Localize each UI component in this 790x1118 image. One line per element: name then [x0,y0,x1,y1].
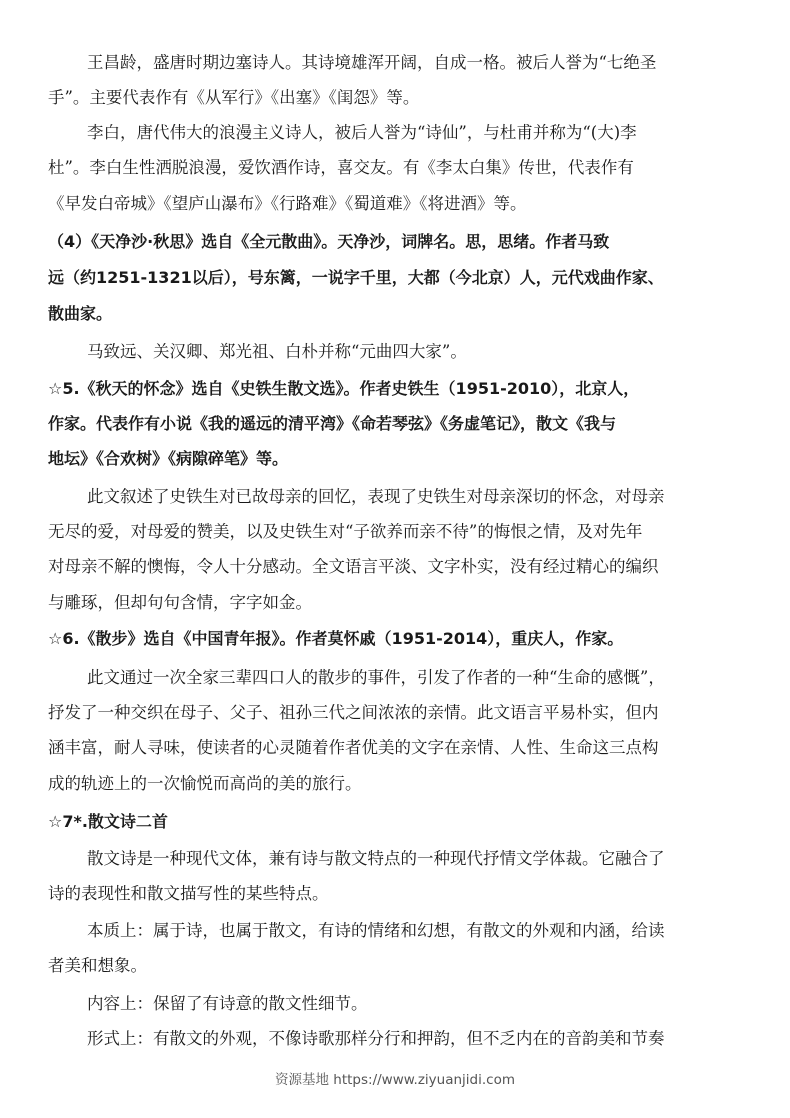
paragraph-line: 无尽的爱，对母爱的赞美，以及史铁生对“子欲养而亲不待”的悔恨之情，及对先年 [48,522,643,541]
paragraph-line: 《早发白帝城》《望庐山瀑布》《行路难》《蜀道难》《将进酒》等。 [48,194,527,213]
paragraph-line: 散文诗是一种现代文体，兼有诗与散文特点的一种现代抒情文学体裁。它融合了 [87,849,665,868]
paragraph-line: 对母亲不解的懊悔，令人十分感动。全文语言平淡、文字朴实，没有经过精心的编织 [48,557,659,576]
paragraph-line: 手”。主要代表作有《从军行》《出塞》《闺怨》等。 [48,88,420,107]
paragraph-line: 李白，唐代伟大的浪漫主义诗人，被后人誉为“诗仙”，与杜甫并称为“(大)李 [87,123,637,142]
heading-line: ☆5.《秋天的怀念》选自《史铁生散文选》。作者史铁生（1951-2010），北京人， [48,379,640,398]
paragraph-line: 内容上：保留了有诗意的散文性细节。 [87,994,368,1013]
paragraph-line: 杜”。李白生性洒脱浪漫，爱饮酒作诗，喜交友。有《李太白集》传世，代表作有 [48,158,634,177]
heading-line: ☆7*.散文诗二首 [48,812,168,831]
heading-line: 地坛》《合欢树》《病隙碎笔》等。 [48,449,289,468]
heading-line: 作家。代表作有小说《我的遥远的清平湾》《命若琴弦》《务虚笔记》，散文《我与 [48,414,617,433]
paragraph-line: 抒发了一种交织在母子、父子、祖孙三代之间浓浓的亲情。此文语言平易朴实，但内 [48,703,659,722]
paragraph-line: 本质上：属于诗，也属于散文，有诗的情绪和幻想，有散文的外观和内涵，给读 [87,921,665,940]
paragraph-line: 诗的表现性和散文描写性的某些特点。 [48,884,329,903]
footer-watermark: 资源基地 https://www.ziyuanjidi.com [274,1072,515,1088]
paragraph-line: 马致远、关汉卿、郑光祖、白朴并称“元曲四大家”。 [87,342,467,361]
paragraph-line: 成的轨迹上的一次愉悦而高尚的美的旅行。 [48,774,362,793]
heading-line: 远（约1251-1321以后），号东篱，一说字千里，大都（今北京）人，元代戏曲作家、 [48,268,664,287]
heading-line: 散曲家。 [48,304,113,323]
paragraph-line: 王昌龄，盛唐时期边塞诗人。其诗境雄浑开阔，自成一格。被后人誉为“七绝圣 [87,53,657,72]
paragraph-line: 此文叙述了史铁生对已故母亲的回忆，表现了史铁生对母亲深切的怀念，对母亲 [87,487,665,506]
paragraph-line: 者美和想象。 [48,956,147,975]
heading-line: （4）《天净沙·秋思》选自《全元散曲》。天净沙，词牌名。思，思绪。作者马致 [48,232,610,251]
paragraph-line: 与雕琢，但却句句含情，字字如金。 [48,593,312,612]
paragraph-line: 此文通过一次全家三辈四口人的散步的事件，引发了作者的一种“生命的感慨”， [87,668,665,687]
heading-line: ☆6.《散步》选自《中国青年报》。作者莫怀戚（1951-2014），重庆人，作家。 [48,629,624,648]
paragraph-line: 涵丰富，耐人寻味，使读者的心灵随着作者优美的文字在亲情、人性、生命这三点构 [48,738,659,757]
paragraph-line: 形式上：有散文的外观，不像诗歌那样分行和押韵，但不乏内在的音韵美和节奏 [87,1029,665,1048]
